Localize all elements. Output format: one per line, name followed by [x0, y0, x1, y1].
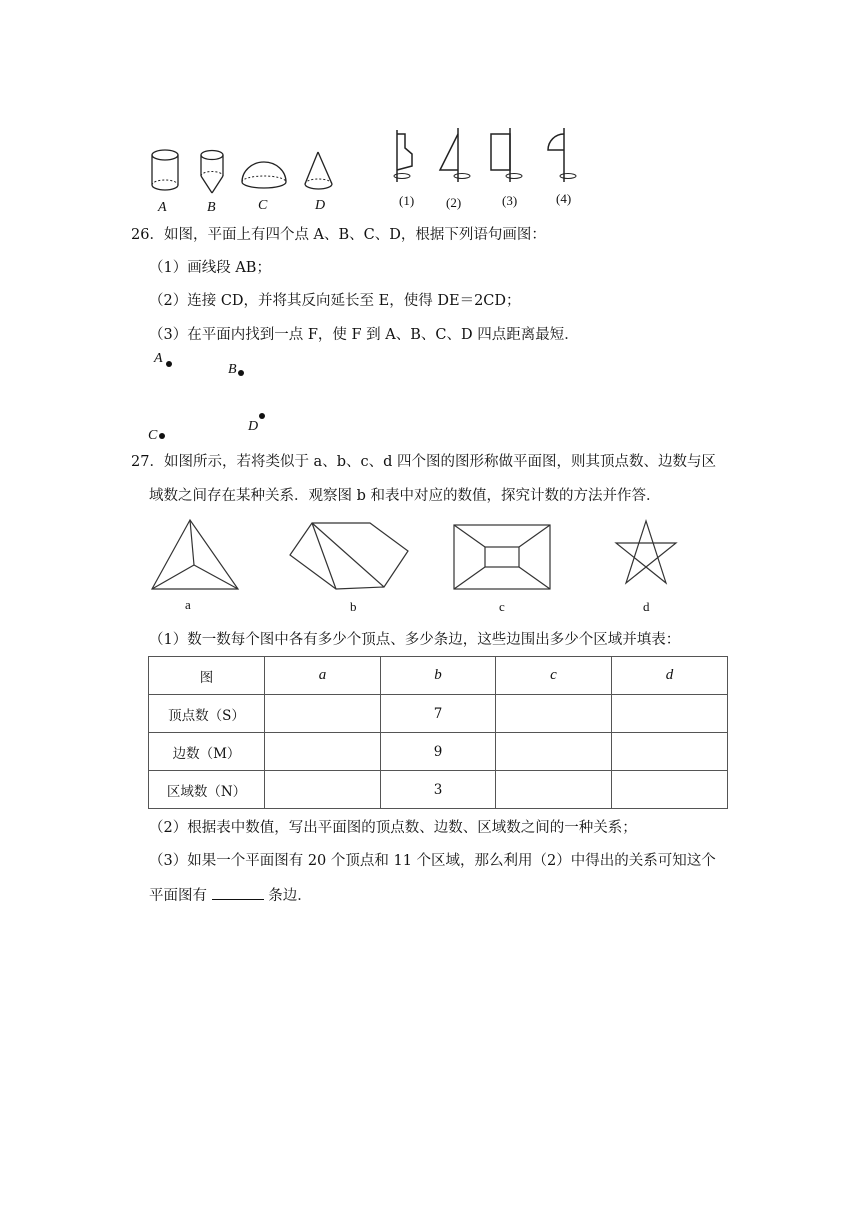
table-cell: 3: [381, 771, 496, 809]
point-label: C: [148, 428, 158, 443]
table-cell: [612, 695, 728, 733]
table-header-cell: b: [381, 657, 496, 695]
plane-figure-label: d: [643, 599, 650, 614]
solid-label: C: [258, 198, 268, 213]
plane-figure-label: b: [350, 599, 357, 614]
solid-cylinder: [148, 148, 184, 192]
table-header-cell: c: [496, 657, 612, 695]
table-header-row: [149, 657, 728, 695]
table-cell: [496, 771, 612, 809]
solid-cone: [302, 150, 336, 192]
table-header-cell: 图: [149, 657, 265, 695]
q27-item-3-pre: 平面图有: [149, 888, 212, 904]
q26-stem: 26．如图，平面上有四个点 A、B、C、D，根据下列语句画图：: [131, 227, 546, 243]
point-label: A: [154, 351, 163, 366]
rotation-label: (1): [399, 193, 415, 208]
table-cell: [612, 771, 728, 809]
point-c-dot: [158, 432, 166, 440]
q27-stem-line1: 27．如图所示，若将类似于 a、b、c、d 四个图的图形称做平面图，则其顶点数、边数与区: [131, 454, 716, 470]
solid-pencil: [199, 148, 229, 198]
rotation-label: (4): [556, 191, 572, 206]
table-cell: [496, 733, 612, 771]
q26-item-1: （1）画线段 AB；: [149, 260, 271, 276]
solid-label: A: [158, 200, 167, 215]
plane-figure-b: [286, 519, 412, 591]
q27-item-3-line1: （3）如果一个平面图有 20 个顶点和 11 个区域，那么利用（2）中得出的关系可知这个: [149, 853, 716, 869]
q26-item-2: （2）连接 CD，并将其反向延长至 E，使得 DE＝2CD；: [149, 293, 521, 309]
table-cell: [265, 695, 381, 733]
q26-item-3: （3）在平面内找到一点 F，使 F 到 A、B、C、D 四点距离最短．: [149, 327, 579, 343]
table-row-label: 顶点数（S）: [149, 695, 265, 733]
table-cell: 9: [381, 733, 496, 771]
solid-label: B: [207, 200, 216, 215]
rotation-shape-3: [486, 126, 522, 186]
point-label: D: [248, 419, 259, 434]
point-a-dot: [165, 360, 173, 368]
table-row-label: 区域数（N）: [149, 771, 265, 809]
plane-figure-label: a: [185, 597, 191, 612]
table-cell: [612, 733, 728, 771]
plane-figure-a: [148, 517, 242, 593]
table-row: [149, 733, 728, 771]
rotation-label: (2): [446, 195, 462, 210]
table-row: [149, 695, 728, 733]
point-d-dot: [258, 412, 266, 420]
plane-figure-c: [452, 523, 552, 591]
rotation-shape-2: [436, 126, 472, 186]
table-header-cell: a: [265, 657, 381, 695]
solid-label: D: [315, 198, 326, 213]
point-b-dot: [237, 369, 245, 377]
table-cell: [265, 771, 381, 809]
q27-stem-line2: 域数之间存在某种关系．观察图 b 和表中对应的数值，探究计数的方法并作答．: [149, 488, 661, 504]
q27-item-1: （1）数一数每个图中各有多少个顶点、多少条边，这些边围出多少个区域并填表：: [149, 632, 681, 648]
table-cell: 7: [381, 695, 496, 733]
table-row: [149, 771, 728, 809]
q27-item-3-post: 条边．: [268, 888, 312, 904]
count-table: [148, 656, 728, 809]
q27-item-3-line2: [149, 885, 312, 906]
answer-blank[interactable]: [212, 885, 264, 900]
rotation-label: (3): [502, 193, 518, 208]
table-row-label: 边数（M）: [149, 733, 265, 771]
plane-figure-d: [612, 519, 680, 587]
table-cell: [265, 733, 381, 771]
table-cell: [496, 695, 612, 733]
solid-hemisphere: [240, 160, 288, 190]
q27-item-2: （2）根据表中数值，写出平面图的顶点数、边数、区域数之间的一种关系；: [149, 820, 637, 836]
rotation-shape-1: [390, 126, 420, 186]
rotation-shape-4: [544, 126, 580, 186]
table-header-cell: d: [612, 657, 728, 695]
plane-figure-label: c: [499, 599, 505, 614]
point-label: B: [228, 362, 237, 377]
